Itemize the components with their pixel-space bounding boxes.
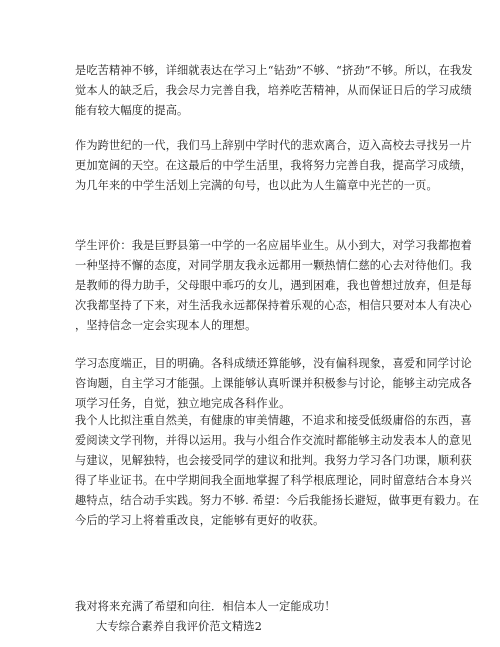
- text-line: 与建议，见解独特，也会接受同学的建议和批判。我努力学习各门功课，顺利获: [75, 454, 472, 467]
- text-line: 项学习任务，自觉，独立地完成各科作业。: [75, 397, 291, 410]
- paragraph-new-century: [75, 136, 472, 196]
- text-line: 今后的学习上将着重改良，定能够有更好的收获。: [75, 514, 325, 527]
- text-line: 是吃苦精神不够，详细就表达在学习上“钻劲”不够、“挤劲”不够。所以，在我发: [75, 64, 473, 77]
- text-line: 是教师的得力助手，父母眼中乖巧的女儿，遇到困难，我也曾想过放弃，但是每: [75, 279, 472, 292]
- text-line: 我个人比拟注重自然美，有健康的审美情趣，不追求和接受低级庸俗的东西，喜: [75, 414, 472, 427]
- text-line: 为几年来的中学生活划上完满的句号，也以此为人生篇章中光芒的一页。: [75, 179, 438, 192]
- text-line: 能有较大幅度的提高。: [75, 104, 189, 117]
- text-line: 觉本人的缺乏后，我会尽力完善自我，培养吃苦精神，从而保证日后的学习成绩: [75, 84, 472, 97]
- text-line: 作为跨世纪的一代，我们马上辞别中学时代的悲欢离合，迈入高校去寻找另一片: [75, 139, 472, 152]
- paragraph-aesthetics: [75, 411, 480, 531]
- paragraph-diligence: [75, 61, 473, 121]
- paragraph-student-evaluation: [75, 236, 472, 336]
- paragraph-study-attitude: [75, 354, 472, 414]
- text-line: 趣特点，结合动手实践。努力不够. 希望：今后我能扬长避短，做事更有毅力。在: [75, 494, 480, 507]
- text-line: 爱阅读文学刊物，并得以运用。我与小组合作交流时都能够主动发表本人的意见: [75, 434, 472, 447]
- text-line: ，坚持信念一定会实现本人的理想。: [75, 319, 257, 332]
- text-line: 学习态度端正，目的明确。各科成绩还算能够，没有偏科现象，喜爱和同学讨论: [75, 357, 472, 370]
- text-line: 一种坚持不懈的态度，对同学朋友我永远都用一颗热情仁慈的心去对待他们。我: [75, 259, 472, 272]
- text-line: 更加宽阔的天空。在这最后的中学生活里，我将努力完善自我，提高学习成绩，: [75, 159, 472, 172]
- closing-sentence: 我对将来充满了希望和向往．相信本人一定能成功！: [75, 600, 336, 613]
- text-line: 学生评价：我是巨野县第一中学的一名应届毕业生。从小到大，对学习我都抱着: [75, 239, 472, 252]
- text-line: 咨询题，自主学习才能强。上课能够认真听课并积极参与讨论，能够主动完成各: [75, 377, 472, 390]
- text-line: 得了毕业证书。在中学期间我全面地掌握了科学根底理论，同时留意结合本身兴: [75, 474, 472, 487]
- section-subheading: 大专综合素养自我评价范文精选2: [96, 620, 262, 633]
- text-line: 次我都坚持了下来，对生活我永远都保持着乐观的心态，相信只要对本人有决心: [75, 299, 472, 312]
